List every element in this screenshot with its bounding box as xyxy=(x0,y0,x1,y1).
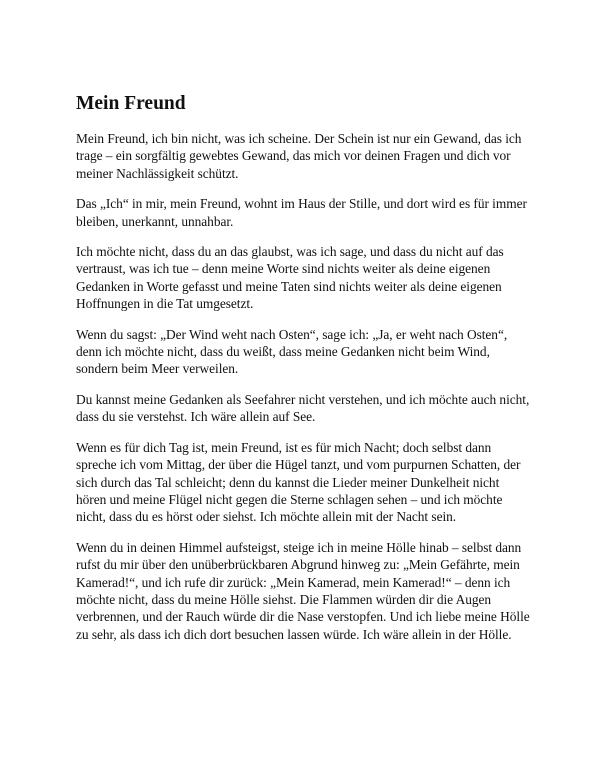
document-title: Mein Freund xyxy=(76,93,186,114)
paragraph-6: Wenn es für dich Tag ist, mein Freund, ist es für mich Nacht; doch selbst dann spreche ich vom Mittag, der über die Hügel tanzt, und vom purpurnen Schatten, der sich durch das Tal schleicht; denn du kannst die Lieder meiner Dunkelheit nicht hören und meine Flügel nicht gegen die Sterne schlagen sehen – und ich möchte nicht, dass du es hörst oder siehst. Ich möchte allein mit der Nacht sein. xyxy=(76,439,521,525)
paragraph-4: Wenn du sagst: „Der Wind weht nach Osten“, sage ich: „Ja, er weht nach Osten“, denn ich möchte nicht, dass du weißt, dass meine Gedanken nicht beim Wind, sondern beim Meer verweilen. xyxy=(76,326,508,377)
paragraph-2: Das „Ich“ in mir, mein Freund, wohnt im Haus der Stille, und dort wird es für immer bleiben, unerkannt, unnahbar. xyxy=(76,196,527,229)
paragraph-1: Mein Freund, ich bin nicht, was ich scheine. Der Schein ist nur ein Gewand, das ich trage – ein sorgfältig gewebtes Gewand, das mich vor deinen Fragen und dich vor meiner Nachlässigkeit schützt. xyxy=(76,131,522,181)
paragraph-7: Wenn du in deinen Himmel aufsteigst, steige ich in meine Hölle hinab – selbst dann rufst du mir über den unüberbrückbaren Abgrund hinweg zu: „Mein Gefährte, mein Kamerad!“, und ich rufe dir zurück: „Mein Kamerad, mein Kamerad!“ – denn ich möchte nicht, dass du meine Hölle siehst. Die Flammen würden dir die Augen verbrennen, und der Rauch würde dir die Nase verstopfen. Und ich liebe meine Hölle zu sehr, als dass ich dich dort besuchen lassen würde. Ich wäre allein in der Hölle. xyxy=(76,539,530,642)
paragraph-5: Du kannst meine Gedanken als Seefahrer nicht verstehen, und ich möchte auch nicht, dass du sie verstehst. Ich wäre allein auf See. xyxy=(76,391,530,425)
paragraph-3: Ich möchte nicht, dass du an das glaubst, was ich sage, und dass du nicht auf das vertraust, was ich tue – denn meine Worte sind nichts weiter als deine eigenen Gedanken in Worte gefasst und meine Taten sind nichts weiter als deine eigenen Hoffnungen in die Tat umgesetzt. xyxy=(76,244,504,312)
document-page xyxy=(76,92,532,656)
